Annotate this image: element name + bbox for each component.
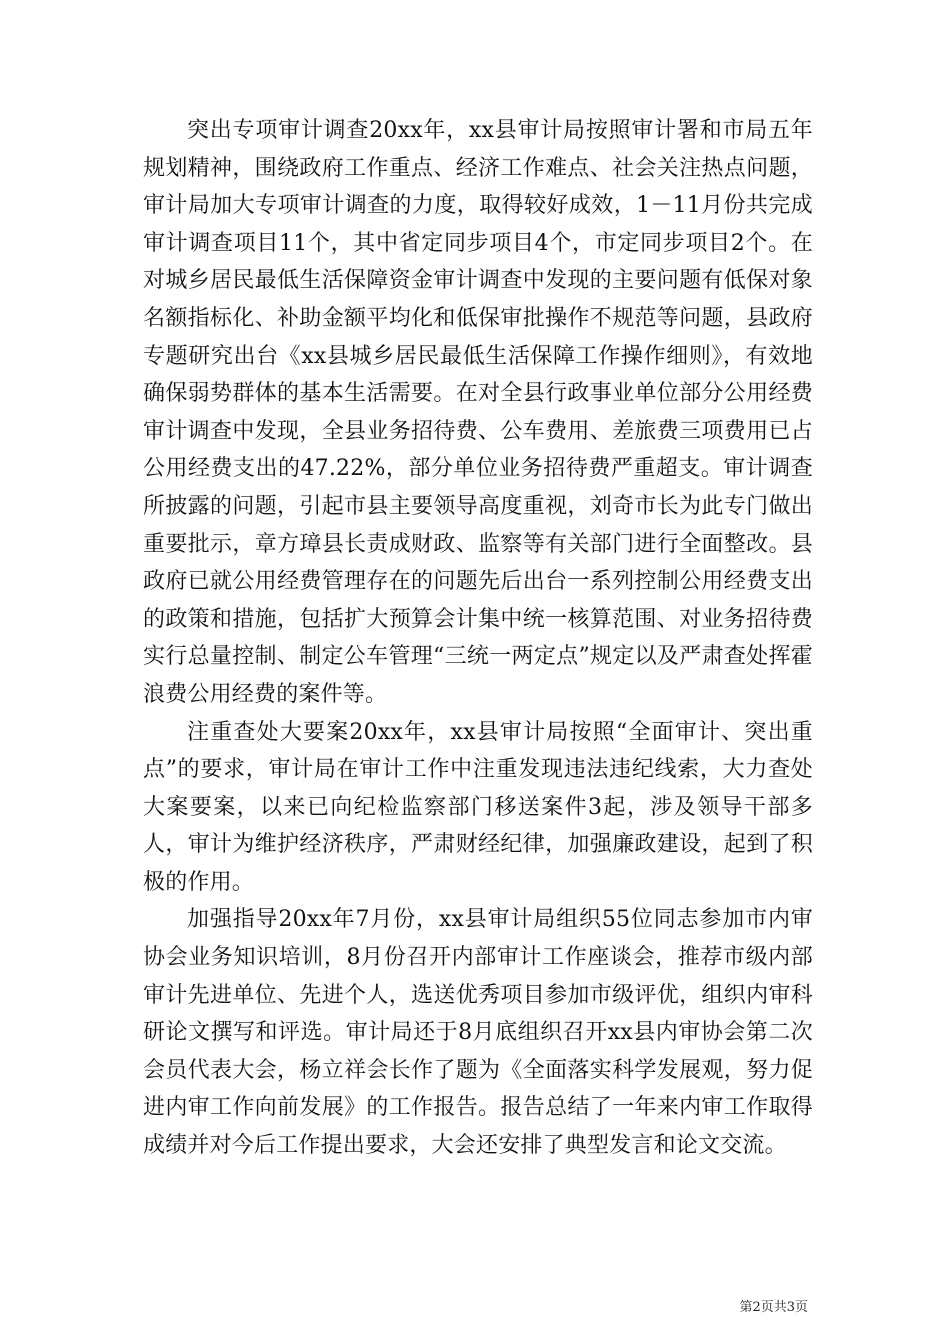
- paragraph-major-cases: 注重查处大要案20xx年，xx县审计局按照“全面审计、突出重点”的要求，审计局在审计工作中注重发现违法违纪线索，大力查处大案要案，以来已向纪检监察部门移送案件3起，涉及领导干部多人，审计为维护经济秩序，严肃财经纪律，加强廉政建设，起到了积极的作用。: [143, 719, 813, 895]
- paragraph-special-audit: 突出专项审计调查20xx年，xx县审计局按照审计署和市局五年规划精神，围绕政府工作重点、经济工作难点、社会关注热点问题，审计局加大专项审计调查的力度，取得较好成效，1－11月份共完成审计调查项目11个，其中省定同步项目4个，市定同步项目2个。在对城乡居民最低生活保障资金审计调查中发现的主要问题有低保对象名额指标化、补助金额平均化和低保审批操作不规范等问题，县政府专题研究出台《xx县城乡居民最低生活保障工作操作细则》，有效地确保弱势群体的基本生活需要。在对全县行政事业单位部分公用经费审计调查中发现，全县业务招待费、公车费用、差旅费三项费用已占公用经费支出的47.22%，部分单位业务招待费严重超支。审计调查所披露的问题，引起市县主要领导高度重视，刘奇市长为此专门做出重要批示，章方璋县长责成财政、监察等有关部门进行全面整改。县政府已就公用经费管理存在的问题先后出台一系列控制公用经费支出的政策和措施，包括扩大预算会计集中统一核算范围、对业务招待费实行总量控制、制定公车管理“三统一两定点”规定以及严肃查处挥霍浪费公用经费的案件等。: [143, 118, 813, 707]
- paragraph-guidance: 加强指导20xx年7月份，xx县审计局组织55位同志参加市内审协会业务知识培训，8月份召开内部审计工作座谈会，推荐市级内部审计先进单位、先进个人，选送优秀项目参加市级评优，组织内审科研论文撰写和评选。审计局还于8月底组织召开xx县内审协会第二次会员代表大会，杨立祥会长作了题为《全面落实科学发展观，努力促进内审工作向前发展》的工作报告。报告总结了一年来内审工作取得成绩并对今后工作提出要求，大会还安排了典型发言和论文交流。: [143, 907, 813, 1159]
- document-body: [143, 112, 813, 1165]
- page-number-footer: 第2页共3页: [739, 1300, 808, 1315]
